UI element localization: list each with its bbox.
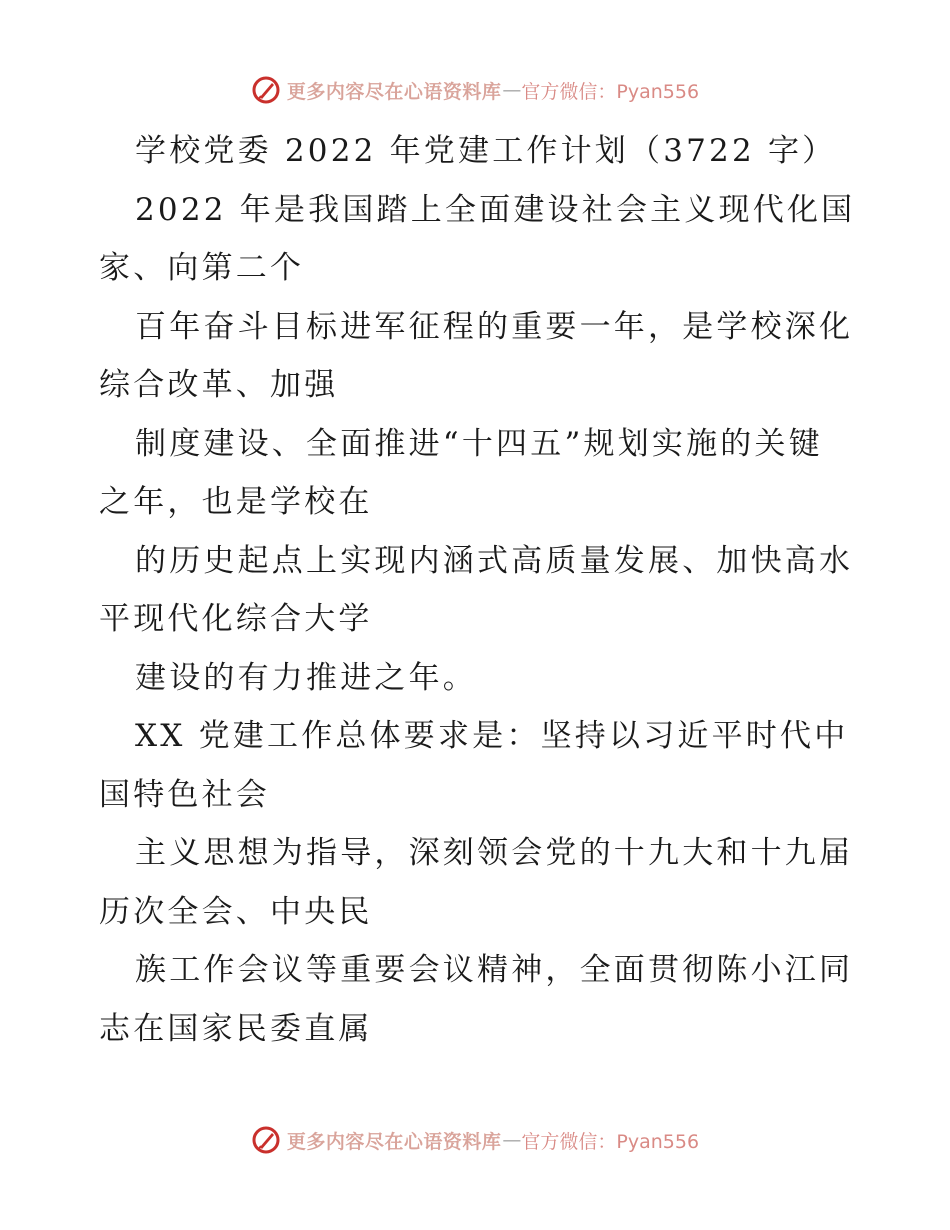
text-line: 国特色社会 xyxy=(99,776,270,813)
text-line: 制度建设、全面推进“十四五”规划实施的关键 xyxy=(135,425,823,462)
text-line: 百年奋斗目标进军征程的重要一年，是学校深化 xyxy=(135,308,854,345)
watermark-brand: 更多内容尽在心语资料库 xyxy=(286,1130,502,1153)
text-line: 综合改革、加强 xyxy=(99,367,339,403)
text-line: 志在国家民委直属 xyxy=(99,1010,373,1047)
quill-logo-icon xyxy=(251,1125,281,1155)
text-line: 2022 年是我国踏上全面建设社会主义现代化国 xyxy=(135,191,856,228)
document-title: 学校党委 2022 年党建工作计划（3722 字） xyxy=(135,133,837,169)
watermark-footer xyxy=(0,1120,950,1160)
document-body xyxy=(99,122,856,1058)
watermark-brand: 更多内容尽在心语资料库 xyxy=(286,80,502,103)
watermark-separator: — xyxy=(502,1129,522,1151)
text-line: 主义思想为指导，深刻领会党的十九大和十九届 xyxy=(135,835,854,871)
watermark-header xyxy=(0,70,950,110)
text-line: 的历史起点上实现内涵式高质量发展、加快高水 xyxy=(135,542,854,579)
watermark-contact: 官方微信：Pyan556 xyxy=(521,1130,700,1153)
watermark-separator: — xyxy=(502,79,522,101)
text-line: 之年，也是学校在 xyxy=(99,484,373,520)
text-line: XX 党建工作总体要求是：坚持以习近平时代中 xyxy=(135,718,849,754)
text-line: 建设的有力推进之年。 xyxy=(135,659,477,696)
quill-logo-icon xyxy=(251,75,281,105)
watermark-contact: 官方微信：Pyan556 xyxy=(521,80,700,103)
text-line: 家、向第二个 xyxy=(99,250,305,286)
text-line: 平现代化综合大学 xyxy=(99,601,373,637)
text-line: 历次全会、中央民 xyxy=(99,893,373,930)
text-line: 族工作会议等重要会议精神，全面贯彻陈小江同 xyxy=(135,952,854,988)
